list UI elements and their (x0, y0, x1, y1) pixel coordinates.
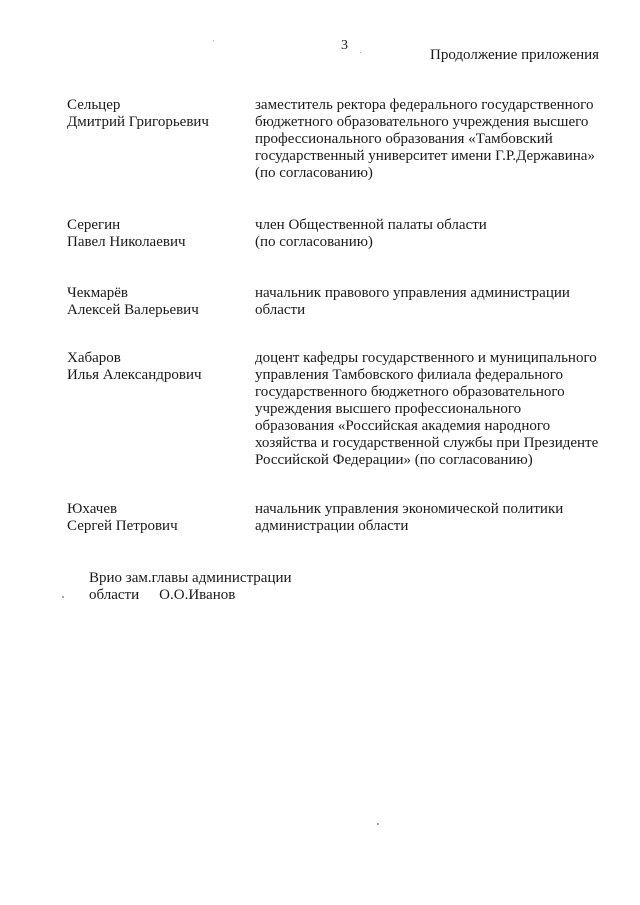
person-name (67, 501, 247, 535)
position-description (255, 501, 615, 535)
scan-speck (377, 823, 379, 825)
person-name (67, 285, 247, 319)
position-line: (по согласованию) (255, 165, 373, 181)
signature-block (89, 570, 349, 604)
signatory-title: Врио зам.главы администрации (89, 570, 292, 586)
position-line: области (255, 302, 306, 318)
person-name (67, 350, 247, 384)
position-line: заместитель ректора федерального государственного (255, 97, 594, 113)
position-line: профессионального образования «Тамбовский (255, 131, 553, 147)
position-line: управления Тамбовского филиала федерального (255, 367, 564, 383)
signatory-title-continued: области (89, 587, 140, 603)
position-line: бюджетного образовательного учреждения высшего (255, 114, 589, 130)
surname: Юхачев (67, 501, 118, 517)
position-description (255, 350, 615, 469)
signatory-name: О.О.Иванов (159, 587, 236, 603)
position-description (255, 285, 615, 319)
surname: Сельцер (67, 97, 121, 113)
position-line: учреждения высшего профессионального (255, 401, 522, 417)
surname: Чекмарёв (67, 285, 128, 301)
scan-speck (360, 52, 361, 53)
surname: Серегин (67, 217, 121, 233)
given-names: Павел Николаевич (67, 234, 186, 250)
person-name (67, 217, 247, 251)
position-line: начальник правового управления администрации (255, 285, 570, 301)
position-line: (по согласованию) (255, 234, 373, 250)
position-description (255, 97, 615, 182)
given-names: Илья Александрович (67, 367, 202, 383)
position-description (255, 217, 615, 251)
scan-speck (213, 40, 214, 41)
position-line: Российской Федерации» (по согласованию) (255, 452, 533, 468)
surname: Хабаров (67, 350, 121, 366)
page-number: 3 (341, 38, 348, 53)
given-names: Дмитрий Григорьевич (67, 114, 209, 130)
given-names: Алексей Валерьевич (67, 302, 199, 318)
position-line: государственного бюджетного образовательного (255, 384, 565, 400)
continuation-heading: Продолжение приложения (430, 47, 600, 63)
position-line: начальник управления экономической политики (255, 501, 564, 517)
position-line: член Общественной палаты области (255, 217, 487, 233)
position-line: доцент кафедры государственного и муниципального (255, 350, 597, 366)
position-line: государственный университет имени Г.Р.Державина» (255, 148, 595, 164)
scan-speck (62, 596, 64, 598)
position-line: хозяйства и государственной службы при Президенте (255, 435, 599, 451)
position-line: администрации области (255, 518, 409, 534)
position-line: образования «Российская академия народного (255, 418, 551, 434)
given-names: Сергей Петрович (67, 518, 178, 534)
person-name (67, 97, 247, 131)
signatory-line (89, 587, 349, 604)
